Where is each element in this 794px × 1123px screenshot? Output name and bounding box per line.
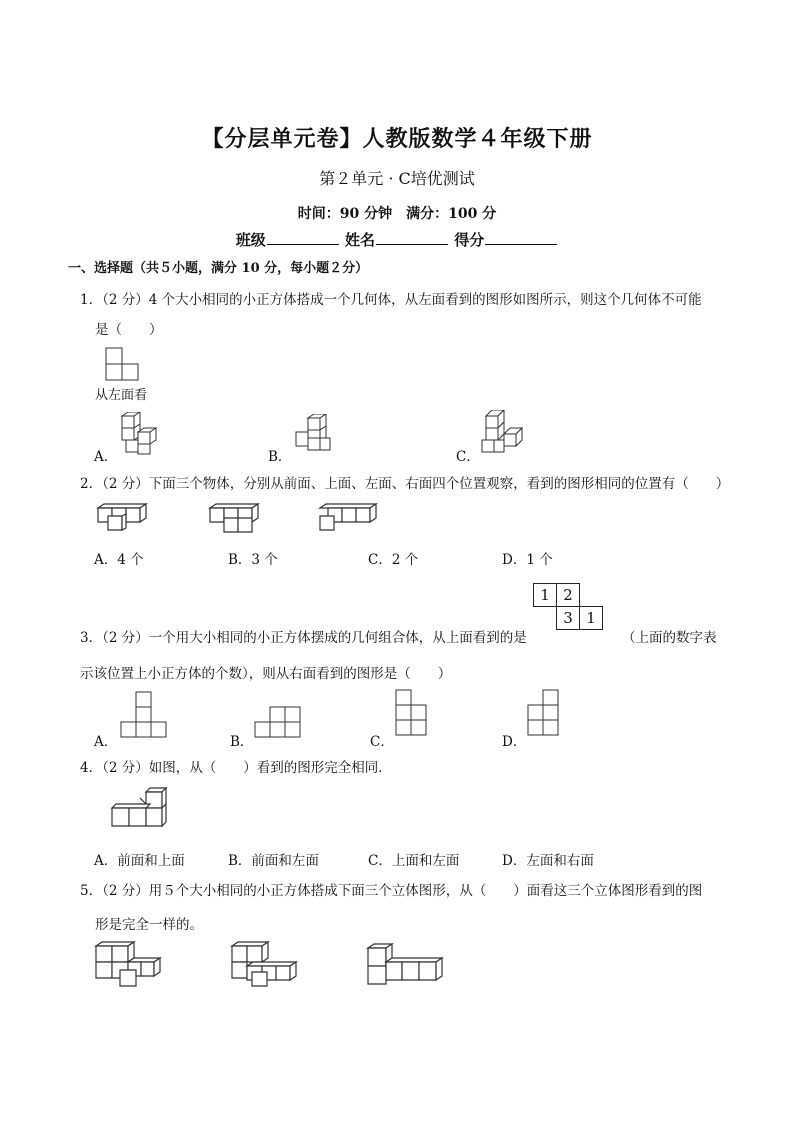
q2-option-a[interactable]: A．4 个 [94, 552, 144, 568]
q4-figure [106, 786, 170, 832]
q3-option-b[interactable]: B． [230, 734, 254, 750]
class-label: 班级 [235, 231, 266, 249]
grid-cell: 1 [580, 607, 603, 630]
q5-figure-3 [366, 942, 446, 986]
q2-figure-2 [208, 502, 268, 534]
paper-title: 【分层单元卷】人教版数学４年级下册 [201, 126, 593, 152]
question-5-line1: 5．（2 分）用５个大小相同的小正方体搭成下面三个立体图形，从（ ）面看这三个立体图形看到的图 [80, 883, 703, 899]
q1-option-a-figure [118, 412, 162, 456]
question-4-text: 4．（2 分）如图，从（ ）看到的图形完全相同． [80, 760, 392, 776]
q1-option-c-figure [480, 410, 530, 454]
q5-figure-2 [230, 940, 300, 988]
score-blank[interactable] [485, 230, 557, 245]
q3-top-view-grid [533, 583, 603, 630]
question-1-line2: 是（ ） [95, 322, 163, 338]
name-blank[interactable] [376, 230, 448, 245]
paper-subtitle: 第２单元 · C培优测试 [319, 169, 475, 188]
q4-option-b[interactable]: B．前面和左面 [228, 853, 319, 869]
question-5-line2: 形是完全一样的。 [95, 917, 203, 933]
question-2-text: 2．（2 分）下面三个物体，分别从前面、上面、左面、右面四个位置观察，看到的图形相同的位置有（ ） [80, 476, 730, 492]
q4-option-d[interactable]: D．左面和右面 [502, 853, 594, 869]
q4-option-a[interactable]: A．前面和上面 [94, 853, 185, 869]
q2-option-c[interactable]: C．2 个 [368, 552, 419, 568]
q1-option-c[interactable]: C． [456, 449, 480, 465]
question-3-text-cont: （上面的数字表 [622, 630, 717, 646]
grid-cell-empty [580, 584, 603, 607]
q1-option-b-figure [294, 414, 338, 454]
grid-cell: 3 [557, 607, 580, 630]
time-score-info: 时间：90 分钟 满分：100 分 [297, 206, 497, 222]
q3-option-d[interactable]: D． [502, 734, 527, 750]
q1-option-b[interactable]: B． [268, 449, 292, 465]
grid-cell-empty [534, 607, 557, 630]
q2-option-d[interactable]: D．1 个 [502, 552, 553, 568]
q1-option-a[interactable]: A． [94, 449, 118, 465]
q3-option-a[interactable]: A． [94, 734, 118, 750]
q4-option-c[interactable]: C．上面和左面 [368, 853, 460, 869]
q5-figure-1 [94, 940, 164, 990]
q3-option-b-figure [254, 704, 304, 740]
q2-figure-3 [318, 502, 382, 534]
name-label: 姓名 [344, 231, 375, 249]
q2-figure-1 [96, 502, 156, 532]
q2-option-b[interactable]: B．3 个 [228, 552, 278, 568]
question-1-line1: 1．（2 分）4 个大小相同的小正方体搭成一个几何体，从左面看到的图形如图所示，则这个几何体不可能 [80, 292, 702, 308]
grid-cell: 1 [534, 584, 557, 607]
question-3-line2: 示该位置上小正方体的个数），则从右面看到的图形是（ ） [80, 666, 452, 682]
q1-view-caption: 从左面看 [95, 388, 148, 403]
student-info-line [0, 229, 794, 250]
q3-option-c-figure [394, 688, 430, 740]
score-label: 得分 [454, 231, 485, 249]
grid-cell: 2 [557, 584, 580, 607]
class-blank[interactable] [267, 230, 339, 245]
q3-option-a-figure [120, 690, 170, 740]
question-3-text: 3．（2 分）一个用大小相同的小正方体摆成的几何组合体，从上面看到的是 [80, 630, 527, 646]
section-title: 一、选择题（共５小题，满分 10 分，每小题２分） [68, 261, 369, 276]
q3-option-c[interactable]: C． [370, 734, 394, 750]
q1-left-view-figure [104, 346, 144, 382]
q3-option-d-figure [526, 688, 562, 740]
